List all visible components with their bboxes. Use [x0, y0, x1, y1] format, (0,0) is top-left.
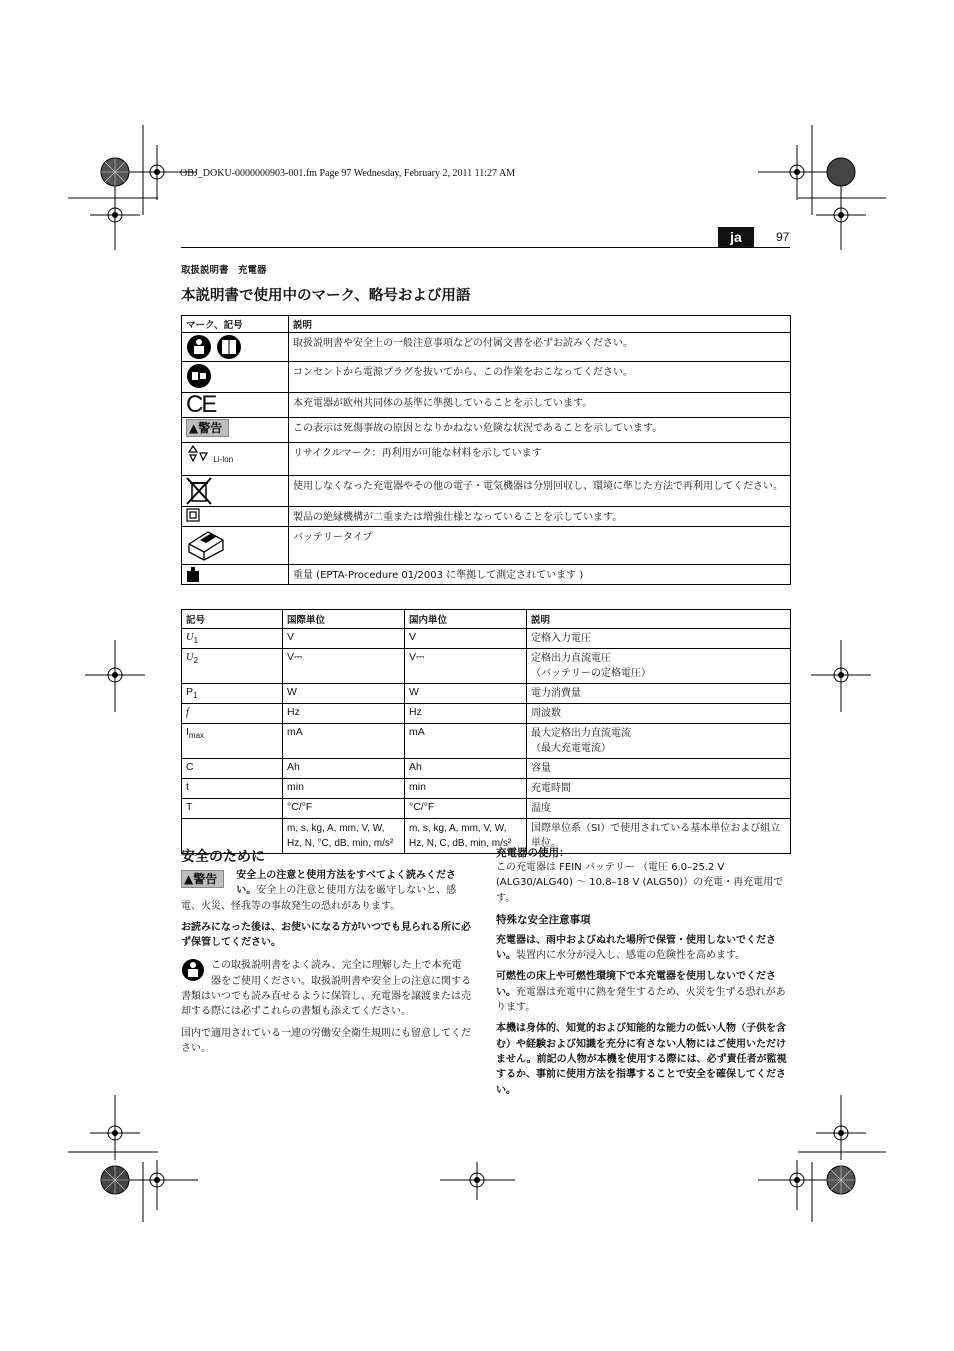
table-row [182, 684, 791, 704]
warn-bold-text: 安全上の注意と使用方法をすべてよく読みください。 [236, 870, 457, 897]
read-manual-icon [181, 958, 205, 982]
intl-unit: mA [283, 724, 405, 759]
symbol-description: コンセントから電源プラグを抜いてから、この作業をおこなってください。 [289, 362, 791, 393]
unit-symbol: T [182, 799, 283, 819]
li-ion-label: Li-Ion [213, 455, 234, 464]
symbol-description: 本充電器が欧州共同体の基準に準拠していることを示しています。 [289, 393, 791, 418]
unplug-icon [182, 362, 289, 393]
double-insulation-icon [182, 507, 289, 527]
table-row [182, 507, 791, 527]
battery-type-icon [182, 527, 289, 565]
desc-line: 国際単位系（SI）で使用されている基本単位および組立単位。 [531, 823, 781, 849]
p1-bold: 充電器は、雨中およびぬれた場所で保管・使用しないでください。 [496, 934, 776, 962]
unit-symbol: f [182, 704, 283, 724]
symbol-description: バッテリータイプ [289, 527, 791, 565]
desc-line: 最大定格出力直流電流 [531, 728, 631, 739]
unit-symbol: $I_{max}$ [182, 724, 283, 759]
warning-icon [182, 418, 289, 443]
special-title: 特殊な安全注意事項 [496, 913, 591, 926]
weight-icon [182, 565, 289, 585]
table-header: 国内単位 [405, 610, 527, 629]
weee-bin-icon [182, 476, 289, 507]
intl-unit: m, s, kg, A, mm, V, W, Hz, N, °C, dB, min, m/s² [283, 819, 405, 854]
domestic-unit: V⎓ [405, 649, 527, 684]
domestic-unit: °C/°F [405, 799, 527, 819]
table-row [182, 759, 791, 779]
keep-manual-text: お読みになった後は、お使いになる方がいつでも見られる所に必ず保管してください。 [181, 921, 471, 949]
table-row [182, 704, 791, 724]
table-row [182, 393, 791, 418]
charger-use-section [496, 845, 790, 1104]
warn-text: 安全上の注意と使用方法を厳守しないと、感電、火災、怪我等の事故発生の恐れがあります。 [181, 885, 457, 912]
unit-symbol: C [182, 759, 283, 779]
table-row [182, 649, 791, 684]
warning-triangle-icon: ▲ [184, 872, 194, 886]
table-header: 説明 [527, 610, 791, 629]
p2-text: 充電器は充電中に熱を発生するため、火災を生ずる恐れがあります。 [496, 986, 786, 1014]
unit-symbol: t [182, 779, 283, 799]
unit-description [527, 684, 791, 704]
table-row [182, 418, 791, 443]
symbol-description: 使用しなくなった充電器やその他の電子・電気機器は分別回収し、環境に準じた方法で再利用してください。 [289, 476, 791, 507]
use-title: 充電器の使用： [496, 847, 570, 859]
table-header-row [182, 316, 791, 333]
unit-description [527, 799, 791, 819]
domestic-unit: W [405, 684, 527, 704]
doc-subtitle: 取扱説明書 充電器 [181, 265, 267, 276]
use-text: この充電器は FEIN バッテリー （電圧 6.0–25.2 V (ALG30/ALG40) ～ 10.8–18 V (ALG50)）の充電・再充電用です。 [496, 862, 784, 904]
table-row [182, 629, 791, 649]
symbol-description: 製品の絶縁機構が二重または増強仕様となっていることを示しています。 [289, 507, 791, 527]
table-row [182, 799, 791, 819]
symbol-description: リサイクルマーク：再利用が可能な材料を示しています [289, 443, 791, 476]
p2-bold: 可燃性の床上や可燃性環境下で本充電器を使用しないでください。 [496, 971, 776, 998]
read-manual-text: この取扱説明書をよく読み、完全に理解した上で本充電器をご使用ください。取扱説明書や安全上の注意に関する書類はいつでも読み直せるように保管し、充電器を譲渡または売却する際には必ずこれらの書類も添えてください。 [181, 960, 471, 1018]
intl-unit: Hz [283, 704, 405, 724]
domestic-unit: V [405, 629, 527, 649]
symbol-description: 重量 (EPTA-Procedure 01/2003 に準拠して測定されています ) [289, 565, 791, 585]
recycle-li-ion-icon [182, 443, 289, 476]
unit-symbol: $U_1$ [182, 629, 283, 649]
intl-unit: V [283, 629, 405, 649]
unit-symbol: $U_2$ [182, 649, 283, 684]
language-tab: ja [718, 227, 754, 247]
section-title: 本説明書で使用中のマーク、略号および用語 [181, 288, 471, 304]
recycle-icon [186, 444, 210, 462]
intl-unit: W [283, 684, 405, 704]
symbol-description: この表示は死傷事故の原因となりかねない危険な状況であることを示しています。 [289, 418, 791, 443]
domestic-unit: mA [405, 724, 527, 759]
warning-badge [181, 870, 224, 888]
intl-unit: V⎓ [283, 649, 405, 684]
symbol-description: 取扱説明書や安全上の一般注意事項などの付属文書を必ずお読みください。 [289, 333, 791, 362]
intl-unit: Ah [283, 759, 405, 779]
domestic-unit: Ah [405, 759, 527, 779]
table-row [182, 476, 791, 507]
domestic-unit: Hz [405, 704, 527, 724]
safety-title: 安全のために [181, 849, 265, 865]
table-header-row [182, 610, 791, 629]
symbols-table [181, 315, 791, 585]
table-header: 説明 [289, 316, 791, 333]
desc-line: （バッテリーの定格電圧） [531, 668, 651, 679]
table-row [182, 565, 791, 585]
desc-line: 定格出力直流電圧 [531, 653, 611, 664]
safety-section [181, 846, 471, 1062]
unit-description [527, 704, 791, 724]
desc-line: （最大充電電流） [531, 743, 611, 754]
domestic-unit: m, s, kg, A, mm, V, W, Hz, N, C, dB, min, m/s² [405, 819, 527, 854]
header-rule [181, 247, 790, 248]
table-header: マーク、記号 [182, 316, 289, 333]
desc-line: 電力消費量 [531, 688, 581, 699]
file-info: OBJ_DOKU-0000000903-001.fm Page 97 Wednesday, February 2, 2011 11:27 AM [180, 168, 516, 179]
unit-description [527, 759, 791, 779]
unit-description [527, 724, 791, 759]
units-table [181, 609, 791, 854]
warning-triangle-icon: ▲ [189, 421, 199, 435]
table-row [182, 724, 791, 759]
page-number: 97 [776, 230, 790, 244]
regulation-text: 国内で適用されている一連の労働安全衛生規則にも留意してください。 [181, 1027, 471, 1054]
desc-line: 周波数 [531, 708, 561, 719]
table-header: 国際単位 [283, 610, 405, 629]
ce-mark-icon: CE [182, 393, 289, 418]
intl-unit: °C/°F [283, 799, 405, 819]
desc-line: 温度 [531, 803, 551, 814]
p1-text: 装置内に水分が浸入し、感電の危険性を高めます。 [516, 950, 746, 962]
table-row [182, 362, 791, 393]
desc-line: 充電時間 [531, 783, 571, 794]
warning-label: 警告 [193, 872, 218, 886]
domestic-unit: min [405, 779, 527, 799]
warning-label: 警告 [198, 421, 223, 435]
desc-line: 定格入力電圧 [531, 633, 591, 644]
table-row [182, 443, 791, 476]
unit-description [527, 629, 791, 649]
unit-symbol: $P_1$ [182, 684, 283, 704]
desc-line: 容量 [531, 763, 551, 774]
table-header: 記号 [182, 610, 283, 629]
intl-unit: min [283, 779, 405, 799]
table-row [182, 527, 791, 565]
read-manual-icon [182, 333, 289, 362]
table-row [182, 779, 791, 799]
unit-description [527, 649, 791, 684]
table-row [182, 333, 791, 362]
p3-bold: 本機は身体的、知覚的および知能的な能力の低い人物（子供を含む）や経験および知識を充分に有さない人物にはご使用いただけません。前記の人物が本機を使用する際には、必ず責任者が監視するか、事前に使用方法を指導することで安全を確保してください。 [496, 1023, 787, 1096]
unit-description [527, 779, 791, 799]
